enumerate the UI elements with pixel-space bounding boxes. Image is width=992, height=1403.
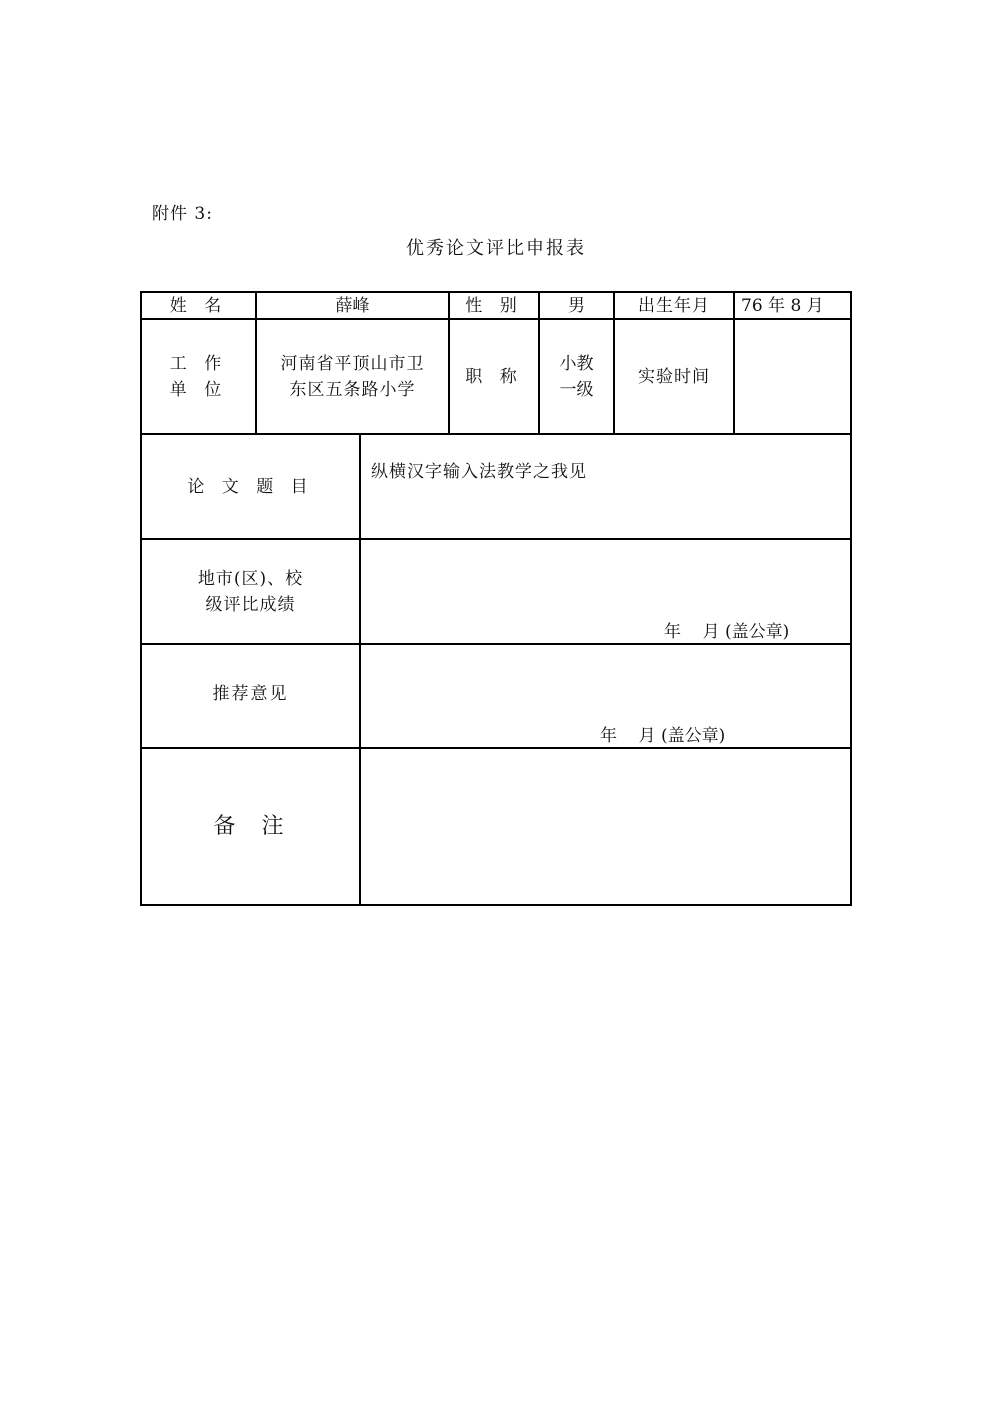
experiment-time-value xyxy=(735,320,850,433)
work-unit-value-line2: 东区五条路小学 xyxy=(289,379,416,400)
evaluation-label xyxy=(142,540,359,643)
job-title-value-line1: 小教 xyxy=(559,353,594,374)
recommendation-stamp: 年 月 (盖公章) xyxy=(600,726,726,746)
evaluation-label-line2: 级评比成绩 xyxy=(205,594,296,615)
paper-title-value: 纵横汉字输入法教学之我见 xyxy=(371,462,587,482)
form-title: 优秀论文评比申报表 xyxy=(406,238,586,259)
remarks-label: 备 注 xyxy=(213,813,288,839)
attachment-label: 附件 3: xyxy=(152,204,213,224)
work-unit-label-line1: 工 作 xyxy=(169,353,228,374)
birth-label: 出生年月 xyxy=(638,295,710,316)
gender-label: 性 别 xyxy=(465,295,523,316)
evaluation-label-line1: 地市(区)、校 xyxy=(197,568,304,589)
name-value: 薛峰 xyxy=(335,295,370,316)
name-label: 姓 名 xyxy=(169,295,228,316)
work-unit-value xyxy=(257,320,448,433)
birth-value: 76 年 8 月 xyxy=(741,295,824,316)
work-unit-label-line2: 单 位 xyxy=(169,379,228,400)
experiment-time-label: 实验时间 xyxy=(638,366,710,387)
recommendation-label: 推荐意见 xyxy=(212,684,289,704)
job-title-label: 职 称 xyxy=(465,366,523,387)
job-title-value-line2: 一级 xyxy=(559,379,594,400)
evaluation-stamp: 年 月 (盖公章) xyxy=(664,622,790,642)
work-unit-label xyxy=(142,320,255,433)
paper-title-label: 论 文 题 目 xyxy=(187,476,314,497)
gender-value: 男 xyxy=(568,295,585,316)
job-title-value xyxy=(540,320,613,433)
work-unit-value-line1: 河南省平顶山市卫 xyxy=(280,353,425,374)
